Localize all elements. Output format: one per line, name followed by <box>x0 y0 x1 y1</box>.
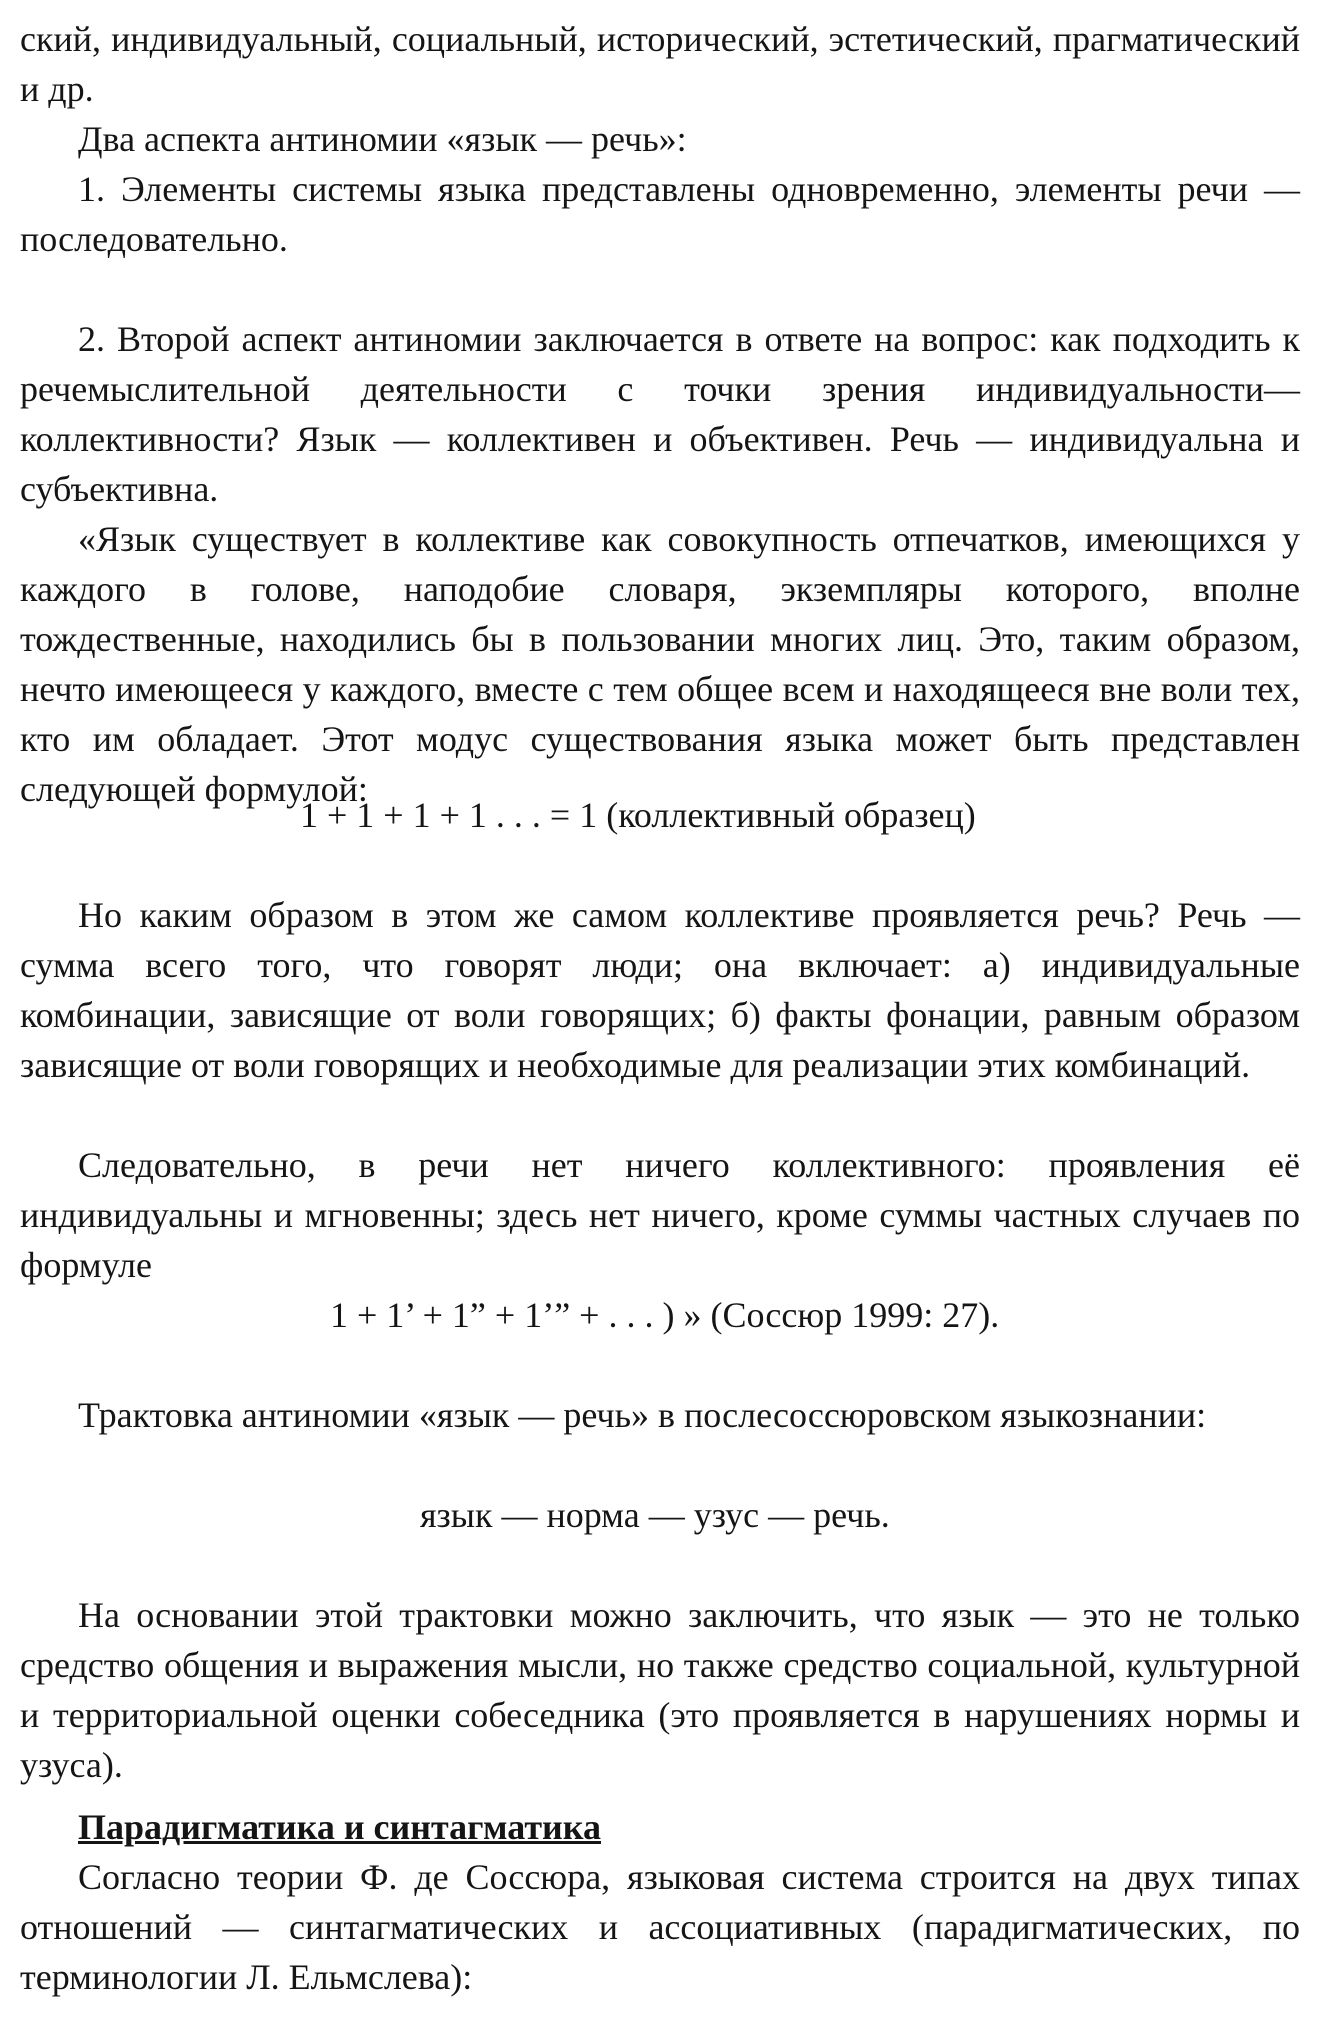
paragraph-evaluation: На основании этой трактовки можно заключить, что язык — это не только средство общения и выражения мысли, но также средство социальной, культурной и территориальной оценки собеседника (это проявляется в нарушениях нормы и узуса). <box>20 1595 1300 1785</box>
paragraph-paradigmatics: Согласно теории Ф. де Соссюра, языковая система строится на двух типах отношений — синтагматических и ассоциативных (парадигматических, по терминологии Л. Ельмслева): <box>20 1857 1300 1997</box>
paragraph-aspect-one: 1. Элементы системы языка представлены одновременно, элементы речи — последовательно. <box>20 169 1300 259</box>
formula-norm-usus: язык — норма — узус — речь. <box>420 1495 890 1535</box>
paragraph-aspects-intro: Два аспекта антиномии «язык — речь»: <box>78 119 687 159</box>
paragraph-continuation: ский, индивидуальный, социальный, исторический, эстетический, прагматический и др. <box>20 19 1300 109</box>
section-heading: Парадигматика и синтагматика <box>78 1807 601 1847</box>
paragraph-aspect-two: 2. Второй аспект антиномии заключается в ответе на вопрос: как подходить к речемыслительной деятельности с точки зрения индивидуальности—коллективности? Язык — коллективен и объективен. Речь — индивидуальна и субъективна. <box>20 319 1300 509</box>
paragraph-saussure-quote: «Язык существует в коллективе как совокупность отпечатков, имеющихся у каждого в голове, наподобие словаря, экземпляры которого, вполне тождественные, находились бы в пользовании многих лиц. Это, таким образом, нечто имеющееся у каждого, вместе с тем общее всем и находящееся вне воли тех, кто им обладает. Этот модус существования языка может быть представлен следующей формулой: <box>20 519 1300 809</box>
paragraph-speech-question: Но каким образом в этом же самом коллективе проявляется речь? Речь — сумма всего того, что говорят люди; она включает: а) индивидуальные комбинации, зависящие от воли говорящих; б) факты фонации, равным образом зависящие от воли говорящих и необходимые для реализации этих комбинаций. <box>20 895 1300 1085</box>
formula-collective: 1 + 1 + 1 + 1 . . . = 1 (коллективный образец) <box>300 795 976 835</box>
formula-individual: 1 + 1’ + 1” + 1’” + . . . ) » (Соссюр 1999: 27). <box>330 1295 1000 1335</box>
paragraph-conclusion: Следовательно, в речи нет ничего коллективного: проявления её индивидуальны и мгновенны; здесь нет ничего, кроме суммы частных случаев по формуле <box>20 1145 1300 1285</box>
paragraph-post-saussure: Трактовка антиномии «язык — речь» в послесоссюровском языкознании: <box>78 1395 1207 1435</box>
